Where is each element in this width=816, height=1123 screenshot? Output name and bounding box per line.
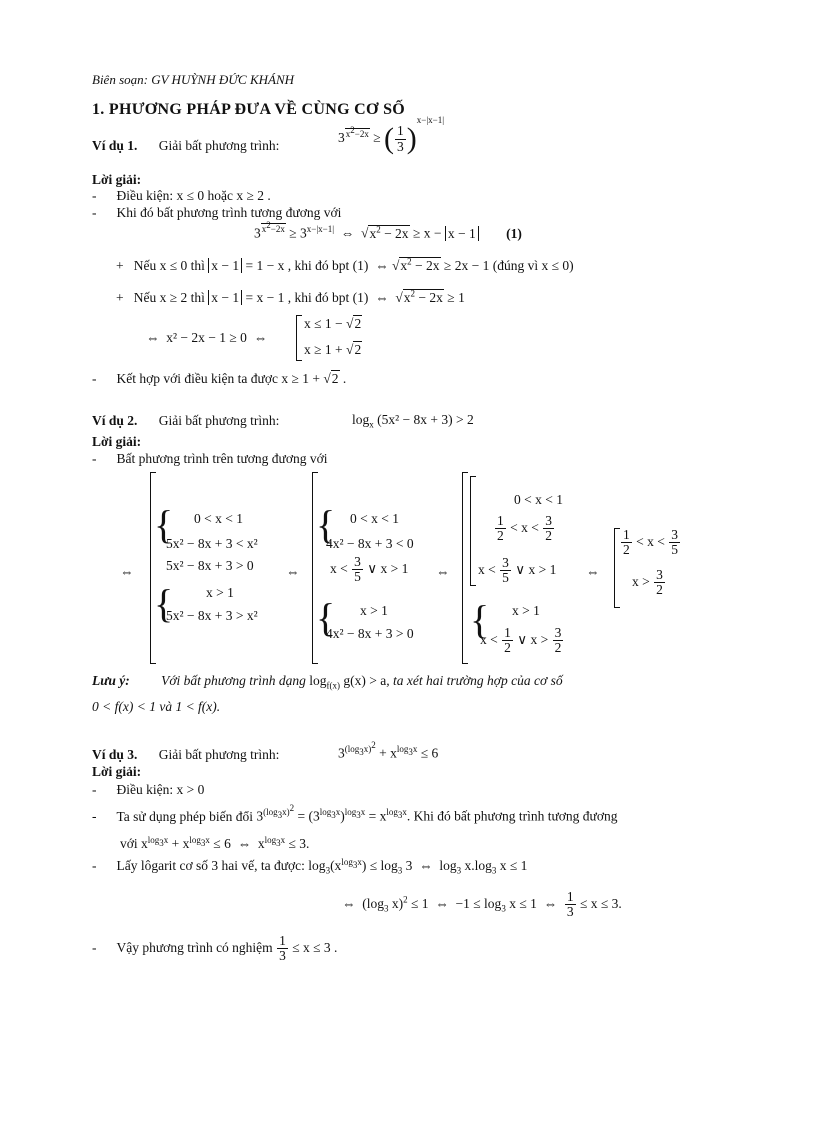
sys3-line-d: x > 1 bbox=[512, 603, 540, 618]
note-label: Lưu ý: bbox=[92, 673, 130, 688]
equiv-sign-2: ⇔ bbox=[286, 564, 300, 579]
equation-number-1: (1) bbox=[506, 225, 522, 241]
outer-bracket-3 bbox=[462, 472, 468, 664]
brace-2a: { bbox=[316, 502, 336, 547]
example-1-heading bbox=[92, 138, 279, 154]
equiv-sign-4: ⇔ bbox=[586, 564, 600, 579]
sys1-line-e: 5x² − 8x + 3 > x² bbox=[166, 608, 258, 623]
sys2-line-a: 0 < x < 1 bbox=[350, 511, 399, 526]
example-1-prompt: Giải bất phương trình: bbox=[158, 138, 280, 153]
example-1-line-2: - Khi đó bất phương trình tương đương với bbox=[92, 205, 342, 220]
brace-1b: { bbox=[154, 581, 174, 626]
brace-3b: { bbox=[470, 597, 490, 642]
inner-bracket-3a bbox=[470, 476, 476, 586]
sys3-line-b: $\frac{1}{2}$ < x < $\frac{3}{2}$ bbox=[497, 513, 552, 544]
example-3-line-3: với $x^{log_3x} + x^{log_3x} \le 6$ ⇔ $x^{log_3x} \le 3$. bbox=[120, 834, 310, 851]
example-2-label: Ví dụ 2. bbox=[92, 413, 138, 428]
bracket-1 bbox=[296, 315, 302, 361]
example-1-solution-b: x ≥ 1 + √2 bbox=[304, 342, 362, 357]
example-3-line-4: - Lấy lôgarit cơ số 3 hai vế, ta được: $\log_3(x^{log_3x}) \le \log_3 3$ ⇔ $\log_3 x.\log_3$ x ≤ 1 bbox=[92, 856, 528, 876]
final-line-a: $\frac{1}{2}$ < x < $\frac{3}{5}$ bbox=[623, 527, 678, 558]
brace-2b: { bbox=[316, 595, 336, 640]
example-2-prompt: Giải bất phương trình: bbox=[158, 413, 280, 428]
sys3-line-c: x < $\frac{3}{5}$ ∨ x > 1 bbox=[478, 555, 557, 586]
example-2-line-1: - Bất phương trình trên tương đương với bbox=[92, 451, 328, 466]
sys1-line-b: 5x² − 8x + 3 < x² bbox=[166, 536, 258, 551]
sys1-line-a: 0 < x < 1 bbox=[194, 511, 243, 526]
example-1-equation-1: $3^{x^2-2x} \ge 3^{x-|x-1|}$ ⇔ $√x^2 - 2x \ge x - x - 1$ (1) bbox=[254, 220, 522, 241]
sys2-line-d: x > 1 bbox=[360, 603, 388, 618]
outer-bracket-1 bbox=[150, 472, 156, 664]
example-2-solution-label: Lời giải: bbox=[92, 434, 142, 449]
example-1-inequality: $3^{x^2-2x}$ ≥ ( $\frac{1}{3}$ )$^{x-|x-1|}$ bbox=[338, 114, 445, 155]
example-1-line-1: - Điều kiện: x ≤ 0 hoặc x ≥ 2 . bbox=[92, 188, 271, 203]
sys1-line-c: 5x² − 8x + 3 > 0 bbox=[166, 558, 254, 573]
brace-1a: { bbox=[154, 502, 174, 547]
equiv-sign-3: ⇔ bbox=[436, 564, 450, 579]
equiv-sign-1: ⇔ bbox=[120, 564, 134, 579]
example-3-conclusion: - Vậy phương trình có nghiệm $\frac{1}{3}$ ≤ x ≤ 3 . bbox=[92, 933, 338, 964]
sys2-line-b: 4x² − 8x + 3 < 0 bbox=[326, 536, 414, 551]
example-1-case-1: + Nếu x ≤ 0 thì x − 1 = 1 − x , khi đó bpt (1) ⇔ $√x^2 - 2x \ge 2x - 1$ (đúng vì x ≤ 0) bbox=[116, 256, 574, 273]
example-3-heading bbox=[92, 747, 279, 763]
section-title: 1. PHƯƠNG PHÁP ĐƯA VỀ CÙNG CƠ SỐ bbox=[92, 101, 406, 118]
example-3-label: Ví dụ 3. bbox=[92, 747, 138, 762]
sys3-line-a: 0 < x < 1 bbox=[514, 492, 563, 507]
example-1-case-2: + Nếu x ≥ 2 thì x − 1 = x − 1 , khi đó bpt (1) ⇔ $√x^2 - 2x \ge 1$ bbox=[116, 288, 465, 305]
sys1-line-d: x > 1 bbox=[206, 585, 234, 600]
note-line-2: 0 < f(x) < 1 và 1 < f(x). bbox=[92, 699, 221, 714]
sys3-line-e: x < $\frac{1}{2}$ ∨ x > $\frac{3}{2}$ bbox=[480, 625, 562, 656]
final-line-b: x > $\frac{3}{2}$ bbox=[632, 567, 663, 598]
sys2-line-c: x < $\frac{3}{5}$ ∨ x > 1 bbox=[330, 554, 409, 585]
example-2-heading bbox=[92, 413, 279, 429]
example-2-inequality: $\log_x (5x^2 - 8x + 3) > 2$ bbox=[352, 412, 474, 430]
example-1-conclusion: - Kết hợp với điều kiện ta được x ≥ 1 + √2 . bbox=[92, 371, 347, 386]
example-1-label: Ví dụ 1. bbox=[92, 138, 138, 153]
example-3-prompt: Giải bất phương trình: bbox=[158, 747, 280, 762]
example-3-solution-label: Lời giải: bbox=[92, 764, 142, 779]
example-1-solution-a: x ≤ 1 − √2 bbox=[304, 316, 362, 331]
note-line-1: Lưu ý: Với bất phương trình dạng $\log_{f(x)} g(x) > a$, ta xét hai trường hợp của cơ số bbox=[92, 673, 563, 691]
example-3-line-5: ⇔ ($\log_3$ x)$^2$ ≤ 1 ⇔ $-1 \le \log_3 x \le 1$ ⇔ $\frac{1}{3}$ ≤ x ≤ 3. bbox=[342, 889, 622, 920]
example-1-solution-label: Lời giải: bbox=[92, 172, 142, 187]
example-1-equivalence: ⇔ x² − 2x − 1 ≥ 0 ⇔ bbox=[146, 330, 268, 345]
author-header: Biên soạn: GV HUỲNH ĐỨC KHÁNH bbox=[92, 72, 295, 87]
example-3-line-1: - Điều kiện: x > 0 bbox=[92, 782, 205, 797]
example-3-line-2: - Ta sử dụng phép biến đổi $3^{(log_3x)^2} = (3^{log_3x})^{log_3x} = x^{log_3x}$. Khi đó bất phương trình tương đương bbox=[92, 803, 618, 824]
example-3-inequality: $3^{(log_3x)^2} + x^{log_3x} \le 6$ bbox=[338, 740, 439, 761]
sys2-line-e: 4x² − 8x + 3 > 0 bbox=[326, 626, 414, 641]
